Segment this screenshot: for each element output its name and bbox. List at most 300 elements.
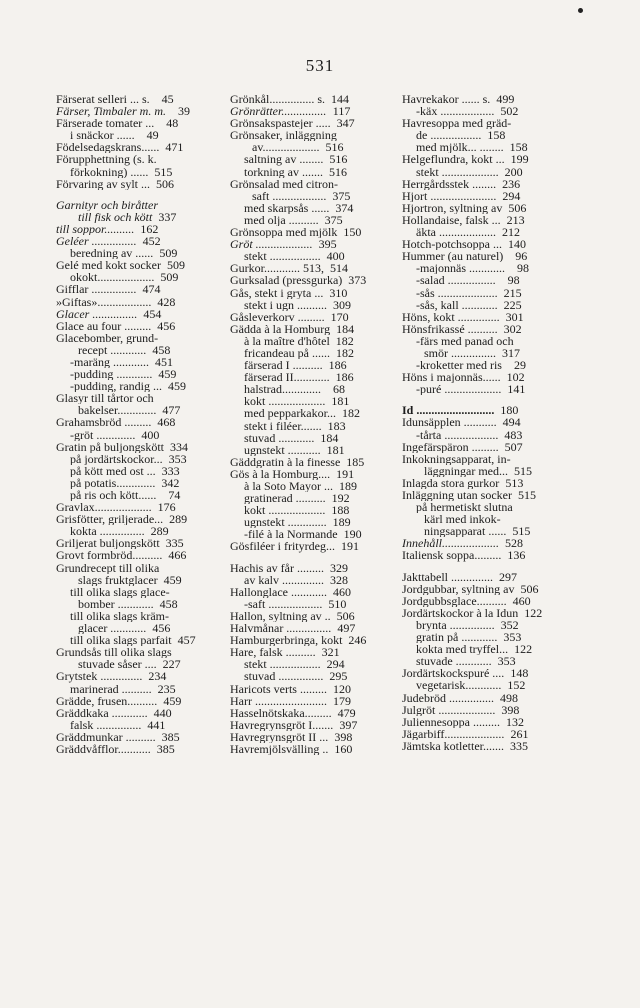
entry-title: Inkokningsapparat, in- — [402, 452, 511, 465]
entry-page: 68 — [333, 383, 345, 396]
entry-title: Hachis av får ......... — [230, 561, 324, 574]
entry-title: stekt i ugn .......... — [244, 298, 327, 311]
index-entry — [402, 489, 580, 501]
index-entry — [402, 465, 580, 477]
entry-page: 188 — [331, 504, 350, 517]
entry-title: kokta med tryffel... — [416, 643, 509, 656]
entry-title: Grönkål............... s. — [230, 93, 325, 106]
entry-page: 162 — [140, 222, 159, 236]
index-entry — [402, 655, 580, 667]
index-entry — [56, 166, 234, 178]
entry-page: 440 — [153, 706, 172, 719]
entry-title: -gröt ............. — [70, 428, 136, 441]
entry-page: 158 — [487, 129, 506, 142]
entry-title: till soppor.......... — [56, 222, 135, 236]
index-entry — [230, 504, 408, 516]
entry-page: 514 — [330, 262, 348, 275]
entry-title: på jordärtskockor... — [70, 452, 163, 465]
entry-title: med skarpsås ...... — [244, 201, 330, 214]
index-entry — [402, 93, 580, 105]
entry-title: vegetarisk............ — [416, 679, 502, 692]
entry-title: stekt i filéer....... — [244, 419, 322, 432]
entry-page: 515 — [154, 165, 173, 178]
entry-page: 451 — [154, 355, 173, 369]
entry-title: bakelser............. — [78, 404, 157, 417]
index-entry — [56, 199, 234, 211]
entry-title: Havregrynsgröt II ... — [230, 730, 329, 743]
entry-page: 96 — [515, 250, 528, 263]
index-entry — [230, 117, 408, 129]
entry-title: till olika slags kräm- — [70, 609, 169, 623]
entry-title: på ris och kött...... — [70, 489, 157, 502]
index-entry — [402, 704, 580, 716]
entry-title: stuvade ............ — [416, 655, 492, 668]
index-entry — [230, 178, 408, 190]
index-entry — [56, 574, 234, 586]
index-entry — [402, 214, 580, 226]
entry-title: Id .......................... — [402, 404, 495, 417]
index-entry — [230, 335, 408, 347]
entry-title: Inlagda stora gurkor — [402, 476, 500, 489]
entry-title: Gädda à la Homburg — [230, 322, 331, 335]
entry-title: Havregrynsgröt I....... — [230, 718, 334, 731]
index-entry — [230, 646, 408, 658]
index-entry — [230, 598, 408, 610]
index-entry — [56, 598, 234, 610]
entry-title: med olja .......... — [244, 213, 319, 227]
index-entry — [402, 226, 580, 238]
entry-page: 353 — [503, 631, 522, 644]
index-entry — [56, 404, 234, 416]
index-entry — [230, 707, 408, 719]
entry-title: Grytstek .............. — [56, 670, 143, 683]
entry-page: 152 — [507, 679, 526, 692]
entry-title: Havresoppa med gräd- — [402, 117, 512, 130]
entry-title: kokt ................... — [244, 395, 326, 408]
entry-title: äkta ................... — [416, 226, 496, 239]
entry-page: 466 — [168, 549, 187, 562]
entry-title: Gåsleverkorv ......... — [230, 310, 325, 323]
entry-title: Hallon, syltning av .. — [230, 609, 331, 623]
index-entry — [402, 740, 580, 752]
entry-page: 227 — [162, 658, 181, 671]
entry-page: 441 — [147, 718, 166, 731]
entry-title: Juliennesoppa ......... — [402, 715, 500, 728]
entry-title: okokt................... — [70, 271, 155, 284]
index-entry — [402, 238, 580, 250]
entry-title: smör ............... — [424, 346, 496, 360]
entry-page: 375 — [332, 189, 351, 202]
entry-title: Hjort ...................... — [402, 189, 497, 202]
entry-page: 460 — [332, 585, 351, 598]
entry-title: förkokning) ...... — [70, 165, 149, 178]
index-entry — [402, 441, 580, 453]
index-column-2 — [230, 93, 408, 755]
index-entry — [230, 226, 408, 238]
index-entry — [230, 299, 408, 311]
index-entry — [56, 153, 234, 165]
entry-title: Helgeflundra, kokt ... — [402, 153, 505, 166]
entry-title: Griljerat buljongskött — [56, 537, 160, 550]
index-entry — [56, 731, 234, 743]
entry-title: stuvad ............ — [244, 431, 315, 444]
entry-title: kokt ................... — [244, 504, 326, 517]
index-entry — [402, 416, 580, 428]
index-entry — [56, 332, 234, 344]
index-entry — [230, 432, 408, 444]
entry-title: Jordärtskockspuré .... — [402, 667, 505, 680]
index-entry — [56, 537, 234, 549]
entry-title: Hamburgerbringa, kokt — [230, 634, 343, 647]
entry-page: 498 — [500, 691, 518, 704]
entry-page: 191 — [340, 540, 359, 553]
index-entry — [230, 238, 408, 250]
entry-page: 49 — [146, 129, 159, 142]
entry-title: Förupphettning (s. k. — [56, 153, 157, 166]
entry-page: 190 — [343, 528, 362, 541]
entry-title: Herrgårdsstek ........ — [402, 177, 497, 190]
entry-title: Gelé med kokt socker — [56, 259, 161, 272]
index-entry — [402, 202, 580, 214]
entry-title: beredning av ...... — [70, 247, 154, 260]
entry-page: 477 — [162, 404, 181, 417]
index-entry — [56, 489, 234, 501]
index-entry — [230, 347, 408, 359]
entry-title: läggningar med... — [424, 464, 508, 477]
entry-title: ningsapparat ...... — [424, 525, 507, 538]
entry-title: Hollandaise, falsk ... — [402, 213, 501, 227]
entry-title: Glasyr till tårtor och — [56, 392, 154, 405]
entry-title: Grönsaker, inläggning — [230, 129, 337, 142]
entry-page: 398 — [334, 730, 353, 743]
index-entry — [402, 595, 580, 607]
entry-title: Grädde, frusen.......... — [56, 694, 158, 707]
index-entry — [402, 262, 580, 274]
index-entry — [402, 323, 580, 335]
entry-title: gratinerad .......... — [244, 492, 326, 505]
entry-title: Gräddkaka ............ — [56, 706, 148, 719]
entry-title: saft .................. — [252, 189, 327, 202]
entry-title: Glacer ............... — [56, 307, 138, 320]
index-entry — [402, 250, 580, 262]
entry-title: bomber ............ — [78, 597, 154, 610]
index-entry — [230, 719, 408, 731]
index-entry — [230, 129, 408, 141]
entry-page: 456 — [152, 622, 171, 635]
entry-page: 184 — [336, 322, 355, 335]
entry-title: till fisk och kött — [78, 210, 153, 223]
index-entry — [402, 643, 580, 655]
index-entry — [230, 274, 408, 286]
index-entry — [56, 562, 234, 574]
index-entry — [56, 465, 234, 477]
index-entry — [56, 271, 234, 283]
index-entry — [402, 105, 580, 117]
entry-title: Haricots verts ......... — [230, 682, 327, 695]
entry-page: 499 — [496, 93, 515, 106]
entry-page: 513 — [505, 476, 524, 489]
entry-title: Grundsås till olika slags — [56, 646, 172, 659]
entry-page: 506 — [336, 609, 355, 623]
entry-title: Grönsakspastejer ..... — [230, 117, 331, 130]
entry-title: till olika slags parfait — [70, 634, 172, 647]
entry-page: 234 — [148, 670, 167, 683]
entry-title: Gås, stekt i gryta ... — [230, 286, 324, 299]
entry-page: 186 — [328, 359, 347, 372]
index-entry — [56, 429, 234, 441]
entry-title: Idunsäpplen ........... — [402, 416, 497, 429]
entry-page: 212 — [502, 226, 520, 239]
index-entry — [230, 574, 408, 586]
index-entry — [230, 516, 408, 528]
entry-page: 458 — [159, 597, 178, 610]
index-entry — [56, 525, 234, 537]
index-entry — [56, 477, 234, 489]
entry-page: 181 — [331, 395, 350, 408]
index-entry — [230, 634, 408, 646]
index-entry — [230, 683, 408, 695]
entry-title: Geléer ............... — [56, 235, 137, 248]
entry-title: färserad I .......... — [244, 359, 323, 372]
entry-title: Färser, Timbaler m. m. — [56, 105, 167, 118]
index-entry — [56, 296, 234, 308]
entry-title: Höns, kokt .............. — [402, 310, 500, 323]
index-entry — [230, 93, 408, 105]
entry-title: recept ............ — [78, 343, 147, 356]
entry-title: Ingefärspäron ......... — [402, 440, 499, 453]
index-entry — [402, 549, 580, 561]
entry-page: 141 — [507, 383, 526, 396]
index-entry — [402, 583, 580, 595]
entry-page: 428 — [157, 295, 176, 308]
entry-title: Jordgubbsglace.......... — [402, 594, 507, 607]
index-entry — [402, 477, 580, 489]
entry-title: stekt ................. — [244, 250, 321, 263]
index-entry — [56, 117, 234, 129]
entry-page: 329 — [329, 561, 348, 574]
index-entry — [402, 178, 580, 190]
entry-page: 516 — [329, 165, 347, 178]
index-entry — [402, 299, 580, 311]
entry-page: 215 — [503, 286, 522, 299]
index-entry — [56, 501, 234, 513]
entry-page: 148 — [510, 667, 529, 680]
entry-page: 515 — [517, 489, 536, 502]
entry-page: 136 — [507, 549, 526, 562]
entry-page: 182 — [341, 407, 360, 420]
index-entry — [402, 117, 580, 129]
entry-page: 510 — [328, 597, 347, 610]
entry-page: 334 — [170, 440, 188, 453]
entry-title: brynta ............... — [416, 618, 495, 632]
entry-title: på kött med ost ... — [70, 464, 156, 477]
entry-page: 189 — [339, 480, 357, 493]
entry-page: 310 — [329, 286, 348, 299]
entry-title: -pudding ............ — [70, 368, 153, 381]
index-entry — [56, 368, 234, 380]
entry-page: 506 — [156, 177, 174, 190]
entry-page: 170 — [330, 310, 349, 323]
entry-title: stekt ................. — [244, 658, 321, 671]
entry-title: de ................. — [416, 129, 482, 142]
entry-title: Färserade tomater ... — [56, 117, 155, 130]
index-entry — [230, 743, 408, 755]
entry-page: 506 — [520, 582, 539, 595]
entry-title: ugnstekt ........... — [244, 443, 321, 456]
entry-page: 528 — [505, 537, 523, 550]
entry-title: Förvaring av sylt ... — [56, 177, 150, 190]
index-entry — [56, 658, 234, 670]
index-entry — [56, 93, 234, 105]
entry-title: Gravlax................... — [56, 501, 152, 514]
entry-title: Judebröd ............... — [402, 691, 494, 704]
index-entry — [230, 658, 408, 670]
entry-title: Grönrätter............... — [230, 105, 327, 118]
index-entry — [402, 728, 580, 740]
entry-page: 395 — [318, 238, 337, 251]
entry-title: kärl med inkok- — [424, 513, 501, 526]
entry-page: 225 — [503, 298, 522, 311]
index-entry — [402, 166, 580, 178]
entry-title: Julgröt ................... — [402, 703, 496, 716]
entry-page: 117 — [332, 105, 351, 118]
entry-page: 471 — [165, 141, 184, 154]
index-entry — [56, 320, 234, 332]
entry-page: 295 — [329, 670, 348, 683]
entry-title: Gäddgratin à la finesse — [230, 455, 341, 468]
index-entry — [402, 571, 580, 583]
index-entry — [56, 416, 234, 428]
entry-page: 509 — [166, 259, 185, 272]
index-entry — [56, 380, 234, 392]
index-entry — [230, 492, 408, 504]
entry-page: 456 — [157, 319, 176, 332]
entry-page: 182 — [335, 334, 354, 347]
entry-title: Jordgubbar, syltning av — [402, 582, 515, 595]
entry-title: Hönsfrikassé .......... — [402, 322, 498, 335]
index-entry — [402, 335, 580, 347]
entry-title: Höns i majonnäs...... — [402, 371, 501, 384]
index-entry — [56, 743, 234, 755]
entry-page: 385 — [161, 730, 180, 743]
index-entry — [402, 501, 580, 513]
entry-title: Jämtska kotletter....... — [402, 739, 504, 752]
entry-title: -käx .................. — [416, 105, 495, 118]
entry-page: 385 — [156, 742, 175, 756]
index-entry — [230, 395, 408, 407]
index-entry — [402, 274, 580, 286]
entry-page: 185 — [346, 455, 365, 468]
entry-page: 507 — [504, 440, 523, 453]
entry-page: 144 — [331, 93, 349, 106]
entry-page: 509 — [159, 247, 178, 260]
entry-page: 191 — [336, 467, 355, 480]
entry-title: Hjortron, syltning av — [402, 201, 503, 214]
entry-page: 179 — [332, 694, 351, 707]
entry-page: 483 — [504, 428, 523, 441]
entry-title: Hummer (au naturel) — [402, 250, 504, 263]
entry-title: Gräddvåfflor........... — [56, 742, 151, 756]
index-entry — [230, 444, 408, 456]
entry-title: Gösfiléer i frityrdeg... — [230, 540, 335, 553]
entry-page: 246 — [348, 634, 367, 647]
entry-title: -färs med panad och — [416, 334, 514, 347]
entry-title: marinerad .......... — [70, 682, 152, 695]
index-entry — [230, 166, 408, 178]
entry-title: -puré ................... — [416, 383, 502, 396]
entry-page: 122 — [524, 606, 543, 619]
entry-title: i snäckor ...... — [70, 129, 135, 142]
entry-page: 398 — [501, 703, 520, 716]
entry-page: 459 — [163, 694, 182, 707]
entry-title: gratin på ............ — [416, 631, 498, 644]
entry-page: 333 — [161, 464, 180, 477]
index-entry — [56, 610, 234, 622]
index-entry — [230, 407, 408, 419]
entry-title: Färserat selleri ... s. — [56, 93, 150, 106]
entry-title: med mjölk... ........ — [416, 141, 504, 154]
index-entry — [56, 178, 234, 190]
index-entry — [230, 287, 408, 299]
index-entry — [402, 692, 580, 704]
entry-page: 353 — [168, 452, 187, 465]
entry-title: Glacebomber, grund- — [56, 331, 159, 344]
index-entry — [56, 344, 234, 356]
entry-page: 353 — [497, 655, 516, 668]
entry-title: Grundrecept till olika — [56, 561, 160, 574]
entry-page: 140 — [507, 238, 526, 251]
index-entry — [230, 480, 408, 492]
entry-page: 186 — [335, 371, 354, 384]
entry-title: torkning av ....... — [244, 165, 323, 178]
index-entry — [56, 634, 234, 646]
entry-page: 39 — [178, 105, 191, 118]
entry-page: 302 — [503, 322, 522, 335]
index-entry — [402, 453, 580, 465]
entry-page: 373 — [348, 274, 367, 287]
entry-title: Grahamsbröd ......... — [56, 416, 152, 429]
entry-title: Grönsalad med citron- — [230, 177, 338, 190]
entry-page: 297 — [498, 570, 517, 583]
index-entry — [230, 105, 408, 117]
entry-page: 321 — [321, 646, 340, 659]
entry-page: 375 — [324, 213, 343, 227]
entry-page: 261 — [510, 727, 529, 740]
entry-title: kokta ............... — [70, 525, 145, 538]
index-entry — [230, 250, 408, 262]
entry-page: 337 — [158, 210, 177, 223]
entry-title: Havrekakor ...... s. — [402, 93, 491, 106]
entry-page: 301 — [505, 310, 524, 323]
entry-title: stuvade såser .... — [78, 658, 157, 671]
entry-page: 459 — [168, 380, 186, 393]
entry-title: Harr ........................ — [230, 694, 327, 707]
entry-title: falsk ............... — [70, 718, 142, 731]
entry-page: 102 — [506, 371, 525, 384]
index-entry — [56, 513, 234, 525]
entry-page: 335 — [165, 537, 184, 550]
index-entry — [402, 190, 580, 202]
index-entry — [230, 670, 408, 682]
index-entry — [402, 404, 580, 416]
entry-page: 235 — [157, 682, 176, 695]
entry-page: 29 — [513, 359, 526, 372]
entry-title: -saft .................. — [244, 597, 323, 610]
entry-page: 516 — [325, 141, 344, 154]
index-entry — [56, 308, 234, 320]
index-entry — [56, 356, 234, 368]
entry-title: -maräng ............ — [70, 355, 149, 369]
